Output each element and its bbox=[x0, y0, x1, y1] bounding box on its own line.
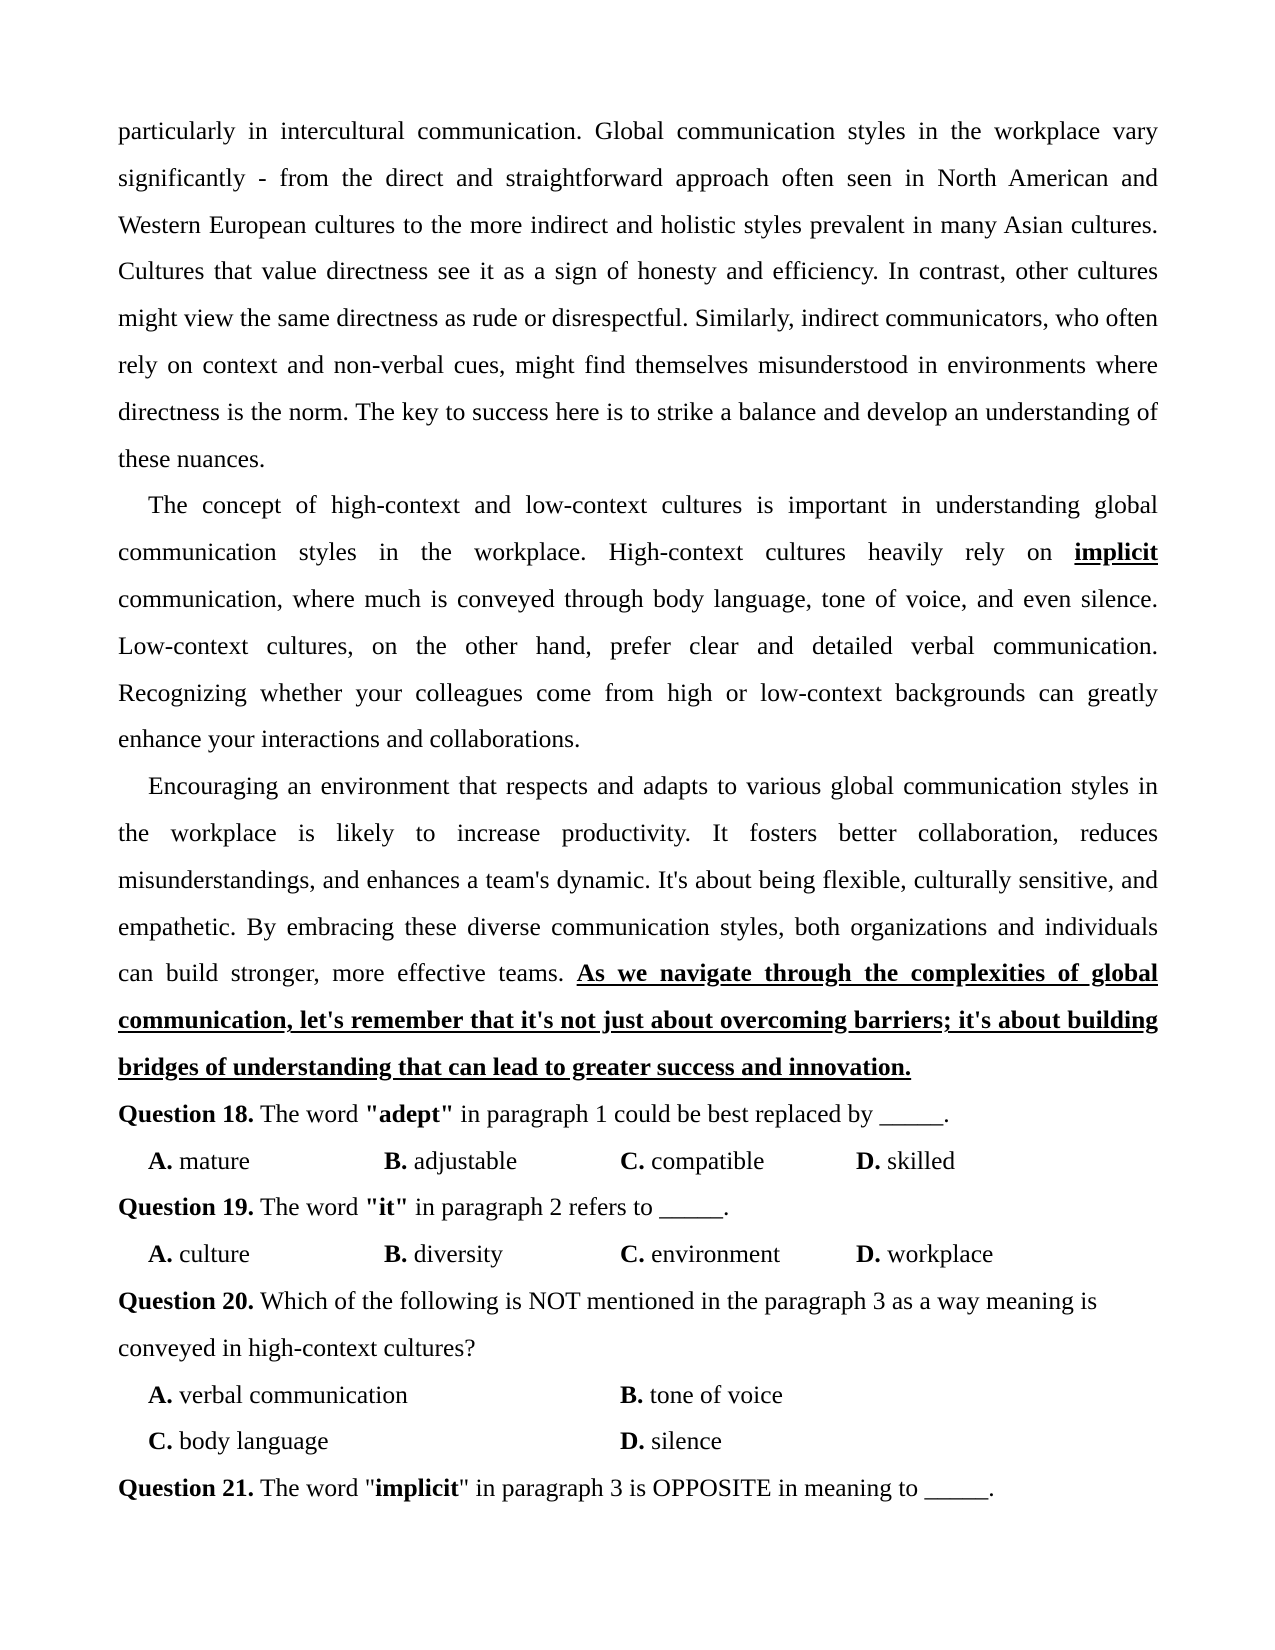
question-21-text-start: The word " bbox=[254, 1473, 376, 1503]
option-text: workplace bbox=[880, 1239, 994, 1269]
question-19-word: "it" bbox=[364, 1192, 409, 1222]
option-b[interactable] bbox=[384, 1231, 620, 1278]
option-text: mature bbox=[172, 1145, 250, 1175]
question-18-text-end: in paragraph 1 could be best replaced by _____. bbox=[454, 1098, 950, 1128]
document-page bbox=[118, 108, 1158, 1512]
option-text: body language bbox=[172, 1426, 329, 1456]
option-letter: C. bbox=[620, 1239, 645, 1269]
option-c[interactable] bbox=[620, 1231, 856, 1278]
question-18 bbox=[118, 1091, 1158, 1138]
question-20 bbox=[118, 1278, 1158, 1372]
question-18-label: Question 18. bbox=[118, 1098, 255, 1128]
option-a[interactable] bbox=[148, 1372, 620, 1419]
option-letter: C. bbox=[148, 1426, 173, 1456]
question-19-text-start: The word bbox=[254, 1192, 365, 1222]
option-b[interactable] bbox=[620, 1372, 1092, 1419]
question-18-word: "adept" bbox=[364, 1098, 454, 1128]
option-letter: B. bbox=[384, 1239, 408, 1269]
option-text: diversity bbox=[407, 1239, 504, 1269]
paragraph-3-text-start: The concept of high-context and low-context cultures is important in understanding global communication styles in the workplace. High-context cultures heavily rely on bbox=[118, 490, 1158, 567]
option-letter: A. bbox=[148, 1239, 173, 1269]
option-text: culture bbox=[172, 1239, 250, 1269]
option-letter: D. bbox=[856, 1145, 881, 1175]
option-b[interactable] bbox=[384, 1138, 620, 1185]
option-letter: B. bbox=[620, 1379, 644, 1409]
question-19 bbox=[118, 1184, 1158, 1231]
option-a[interactable] bbox=[148, 1138, 384, 1185]
question-20-options-row-1 bbox=[118, 1372, 1158, 1419]
option-letter: C. bbox=[620, 1145, 645, 1175]
question-20-label: Question 20. bbox=[118, 1285, 255, 1315]
option-text: environment bbox=[644, 1239, 781, 1269]
keyword-implicit: implicit bbox=[1074, 537, 1158, 567]
option-text: adjustable bbox=[407, 1145, 518, 1175]
question-19-options bbox=[118, 1231, 1158, 1278]
question-19-label: Question 19. bbox=[118, 1192, 255, 1222]
option-text: tone of voice bbox=[643, 1379, 783, 1409]
paragraph-4 bbox=[118, 763, 1158, 1091]
question-21-text-end: " in paragraph 3 is OPPOSITE in meaning to _____. bbox=[458, 1473, 995, 1503]
option-a[interactable] bbox=[148, 1231, 384, 1278]
question-21-label: Question 21. bbox=[118, 1473, 255, 1503]
option-text: skilled bbox=[880, 1145, 956, 1175]
option-c[interactable] bbox=[620, 1138, 856, 1185]
question-21 bbox=[118, 1465, 1158, 1512]
option-letter: B. bbox=[384, 1145, 408, 1175]
paragraph-3-text-end: communication, where much is conveyed through body language, tone of voice, and even silence. Low-context cultures, on the other hand, prefer clear and detailed verbal communication. Recognizing whether your colleagues come from high or low-context backgrounds can greatly enhance your interactions and collaborations. bbox=[118, 583, 1158, 754]
option-text: verbal communication bbox=[172, 1379, 408, 1409]
option-d[interactable] bbox=[856, 1138, 1092, 1185]
option-c[interactable] bbox=[148, 1418, 620, 1465]
paragraph-4-text: Encouraging an environment that respects and adapts to various global communication styles in the workplace is likely to increase productivity. It fosters better collaboration, reduces misunderstandings, and enhances a team's dynamic. It's about being flexible, culturally sensitive, and empathetic. By embracing these diverse communication styles, both organizations and individuals can build stronger, more effective teams. bbox=[118, 771, 1158, 988]
question-20-text: Which of the following is NOT mentioned in the paragraph 3 as a way meaning is conveyed in high-context cultures? bbox=[118, 1285, 1098, 1362]
paragraph-3 bbox=[118, 482, 1158, 763]
option-letter: D. bbox=[620, 1426, 645, 1456]
question-21-word: implicit bbox=[375, 1473, 459, 1503]
question-18-options bbox=[118, 1138, 1158, 1185]
question-18-text-start: The word bbox=[254, 1098, 365, 1128]
option-d[interactable] bbox=[620, 1418, 1092, 1465]
question-19-text-end: in paragraph 2 refers to _____. bbox=[408, 1192, 730, 1222]
highlighted-sentence: As we navigate through the complexities of global communication, let's remember that it's not just about overcoming barriers; it's about building bridges of understanding that can lead to greater success and innovation. bbox=[118, 958, 1158, 1081]
option-letter: A. bbox=[148, 1379, 173, 1409]
question-20-options-row-2 bbox=[118, 1418, 1158, 1465]
option-letter: A. bbox=[148, 1145, 173, 1175]
option-text: silence bbox=[644, 1426, 722, 1456]
paragraph-2: particularly in intercultural communication. Global communication styles in the workplace vary significantly - from the direct and straightforward approach often seen in North American and Western European cultures to the more indirect and holistic styles prevalent in many Asian cultures. Cultures that value directness see it as a sign of honesty and efficiency. In contrast, other cultures might view the same directness as rude or disrespectful. Similarly, indirect communicators, who often rely on context and non-verbal cues, might find themselves misunderstood in environments where directness is the norm. The key to success here is to strike a balance and develop an understanding of these nuances. bbox=[118, 116, 1158, 473]
option-text: compatible bbox=[644, 1145, 765, 1175]
option-d[interactable] bbox=[856, 1231, 1092, 1278]
option-letter: D. bbox=[856, 1239, 881, 1269]
